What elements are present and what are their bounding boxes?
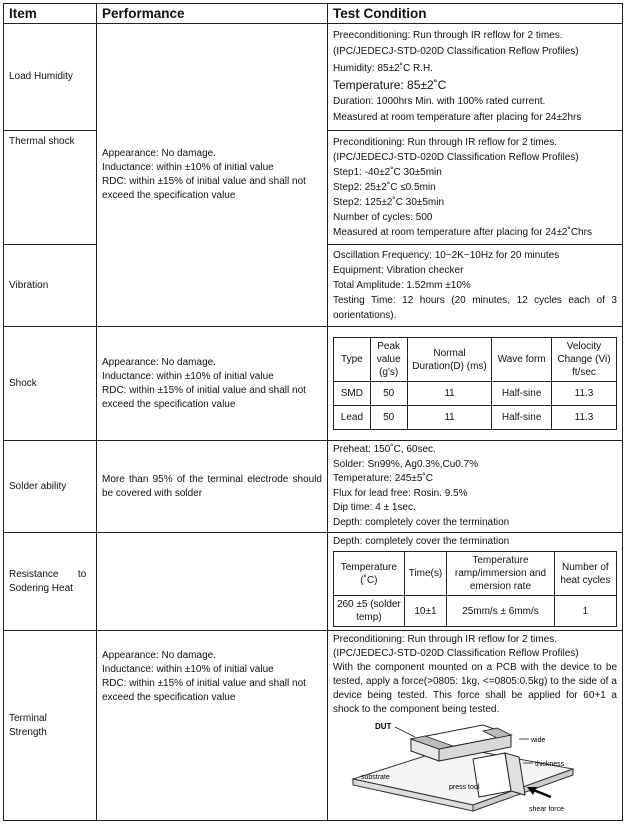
condition-line: Depth: completely cover the termination bbox=[333, 536, 510, 547]
condition-line: Preheat: 150˚C, 60sec. bbox=[333, 444, 436, 455]
resistance-table-row bbox=[334, 596, 617, 627]
resistance-header-cell: Time(s) bbox=[404, 552, 446, 596]
shock-table-row bbox=[334, 382, 617, 406]
condition-line: Oscillation Frequency: 10~2K~10Hz for 20 minutes bbox=[333, 250, 560, 261]
perf-appearance: Appearance: No damage. bbox=[102, 148, 216, 159]
shear-test-diagram bbox=[333, 719, 603, 819]
condition-line: Temperature: 85±2˚C bbox=[333, 78, 447, 92]
perf-rdc: RDC: within ±15% of initial value and shall not exceed the specification value bbox=[102, 678, 306, 703]
shock-header-cell: Peak value (g's) bbox=[370, 338, 407, 382]
condition-line: Humidity: 85±2˚C R.H. bbox=[333, 62, 433, 74]
label-substrate: substrate bbox=[361, 774, 390, 781]
condition-line: Solder: Sn99%, Ag0.3%,Cu0.7% bbox=[333, 458, 479, 470]
item-vibration: Vibration bbox=[4, 245, 97, 327]
condition-solder-ability bbox=[328, 441, 623, 533]
perf-inductance: Inductance: within ±10% of initial value bbox=[102, 664, 274, 675]
specification-table bbox=[3, 3, 623, 821]
condition-line: Total Amplitude: 1.52mm ±10% bbox=[333, 280, 471, 291]
shock-table bbox=[333, 337, 617, 430]
resistance-cell: 260 ±5 (solder temp) bbox=[334, 596, 405, 627]
resistance-table bbox=[333, 551, 617, 627]
item-line: Terminal bbox=[9, 712, 47, 724]
perf-rdc: RDC: within ±15% of initial value and shall not exceed the specification value bbox=[102, 176, 306, 201]
condition-line: Step2: 25±2˚C ≤0.5min bbox=[333, 182, 436, 193]
resistance-header-cell: Temperature (˚C) bbox=[334, 552, 405, 596]
shock-cell: SMD bbox=[334, 382, 371, 406]
condition-line: (IPC/JEDECJ-STD-020D Classification Reflow Profiles) bbox=[333, 46, 579, 57]
condition-paragraph: With the component mounted on a PCB with the device to be tested, apply a force(>0805: 1kg, <=0805:0.5kg) to the side of a device being tested. This force shall be applied for 60+1 a shock to the component being tested. bbox=[333, 662, 617, 715]
item-resistance-soldering-heat bbox=[4, 533, 97, 631]
dut-leader bbox=[395, 727, 415, 737]
resistance-cell: 1 bbox=[554, 596, 616, 627]
condition-terminal-strength bbox=[328, 631, 623, 821]
label-press-tool: press tool bbox=[449, 784, 480, 791]
perf-inductance: Inductance: within ±10% of initial value bbox=[102, 162, 274, 173]
resistance-table-header bbox=[334, 552, 617, 596]
shock-cell: 11.3 bbox=[551, 406, 616, 430]
item-line: Sodering Heat bbox=[9, 582, 73, 594]
shock-header-cell: Velocity Change (Vi) ft/sec bbox=[551, 338, 616, 382]
shock-cell: 11 bbox=[407, 406, 492, 430]
row-terminal-strength bbox=[4, 631, 623, 821]
condition-line: Preconditioning: Run through IR reflow for 2 times. bbox=[333, 137, 557, 148]
shock-cell: 11.3 bbox=[551, 382, 616, 406]
header-item: Item bbox=[4, 4, 97, 24]
label-dut: DUT bbox=[375, 722, 392, 731]
resistance-header-cell: Temperature ramp/immersion and emersion rate bbox=[447, 552, 555, 596]
performance-group-1 bbox=[97, 24, 328, 327]
condition-line: Depth: completely cover the termination bbox=[333, 516, 510, 528]
item-load-humidity: Load Humidity bbox=[4, 24, 97, 131]
shock-header-cell: Type bbox=[334, 338, 371, 382]
condition-line: Step1: -40±2˚C 30±5min bbox=[333, 167, 442, 178]
header-row bbox=[4, 4, 623, 24]
row-load-humidity bbox=[4, 24, 623, 131]
performance-group-3 bbox=[97, 631, 328, 821]
header-performance: Performance bbox=[97, 4, 328, 24]
shock-cell: Half-sine bbox=[492, 406, 551, 430]
label-thickness: thickness bbox=[535, 761, 565, 768]
condition-load-humidity bbox=[328, 24, 623, 131]
condition-line: (IPC/JEDECJ-STD-020D Classification Reflow Profiles) bbox=[333, 648, 579, 659]
shock-cell: Half-sine bbox=[492, 382, 551, 406]
performance-group-2 bbox=[97, 327, 328, 441]
resistance-header-cell: Number of heat cycles bbox=[554, 552, 616, 596]
condition-line: Preconditioning: Run through IR reflow for 2 times. bbox=[333, 634, 557, 645]
condition-shock bbox=[328, 327, 623, 441]
condition-line: Flux for lead free: Rosin. 9.5% bbox=[333, 487, 468, 499]
shock-cell: 11 bbox=[407, 382, 492, 406]
resistance-cell: 10±1 bbox=[404, 596, 446, 627]
condition-thermal-shock bbox=[328, 131, 623, 245]
perf-appearance: Appearance: No damage. bbox=[102, 650, 216, 661]
condition-line: Step2: 125±2˚C 30±5min bbox=[333, 197, 445, 208]
shock-cell: 50 bbox=[370, 406, 407, 430]
item-terminal-strength bbox=[4, 631, 97, 821]
performance-solder-ability: More than 95% of the terminal electrode should be covered with solder bbox=[97, 441, 328, 533]
row-resistance-soldering-heat bbox=[4, 533, 623, 631]
row-shock bbox=[4, 327, 623, 441]
shock-table-header bbox=[334, 338, 617, 382]
shock-header-cell: Wave form bbox=[492, 338, 551, 382]
shock-cell: 50 bbox=[370, 382, 407, 406]
item-line: Resistance to bbox=[9, 568, 87, 580]
condition-line: (IPC/JEDECJ-STD-020D Classification Reflow Profiles) bbox=[333, 152, 579, 163]
label-shear-force: shear force bbox=[529, 806, 565, 813]
condition-line: Testing Time: 12 hours (20 minutes, 12 cycles each of 3 oorientations). bbox=[333, 295, 617, 321]
perf-rdc: RDC: within ±15% of initial value and shall not exceed the specification value bbox=[102, 384, 306, 410]
condition-line: Preeconditioning: Run through IR reflow for 2 times. bbox=[333, 29, 563, 41]
condition-resistance bbox=[328, 533, 623, 631]
header-test-condition: Test Condition bbox=[328, 4, 623, 24]
condition-line: Temperature: 245±5˚C bbox=[333, 473, 433, 484]
condition-line: Measured at room temperature after placing for 24±2hrs bbox=[333, 112, 582, 123]
item-thermal-shock: Thermal shock bbox=[4, 131, 97, 245]
condition-line: Dip time: 4 ± 1sec. bbox=[333, 502, 416, 513]
perf-inductance: Inductance: within ±10% of initial value bbox=[102, 370, 274, 382]
item-solder-ability: Solder ability bbox=[4, 441, 97, 533]
shock-cell: Lead bbox=[334, 406, 371, 430]
item-shock: Shock bbox=[4, 327, 97, 441]
perf-appearance: Appearance: No damage. bbox=[102, 356, 216, 368]
condition-line: Equipment: Vibration checker bbox=[333, 265, 464, 276]
resistance-cell: 25mm/s ± 6mm/s bbox=[447, 596, 555, 627]
shock-header-cell: Normal Duration(D) (ms) bbox=[407, 338, 492, 382]
performance-empty bbox=[97, 533, 328, 631]
condition-vibration bbox=[328, 245, 623, 327]
condition-line: Measured at room temperature after placing for 24±2˚Chrs bbox=[333, 227, 592, 238]
label-wide: wide bbox=[531, 737, 546, 744]
condition-line: Number of cycles: 500 bbox=[333, 212, 433, 223]
item-line: Strength bbox=[9, 726, 47, 738]
row-solder-ability bbox=[4, 441, 623, 533]
shock-table-row bbox=[334, 406, 617, 430]
condition-line: Duration: 1000hrs Min. with 100% rated current. bbox=[333, 95, 546, 107]
